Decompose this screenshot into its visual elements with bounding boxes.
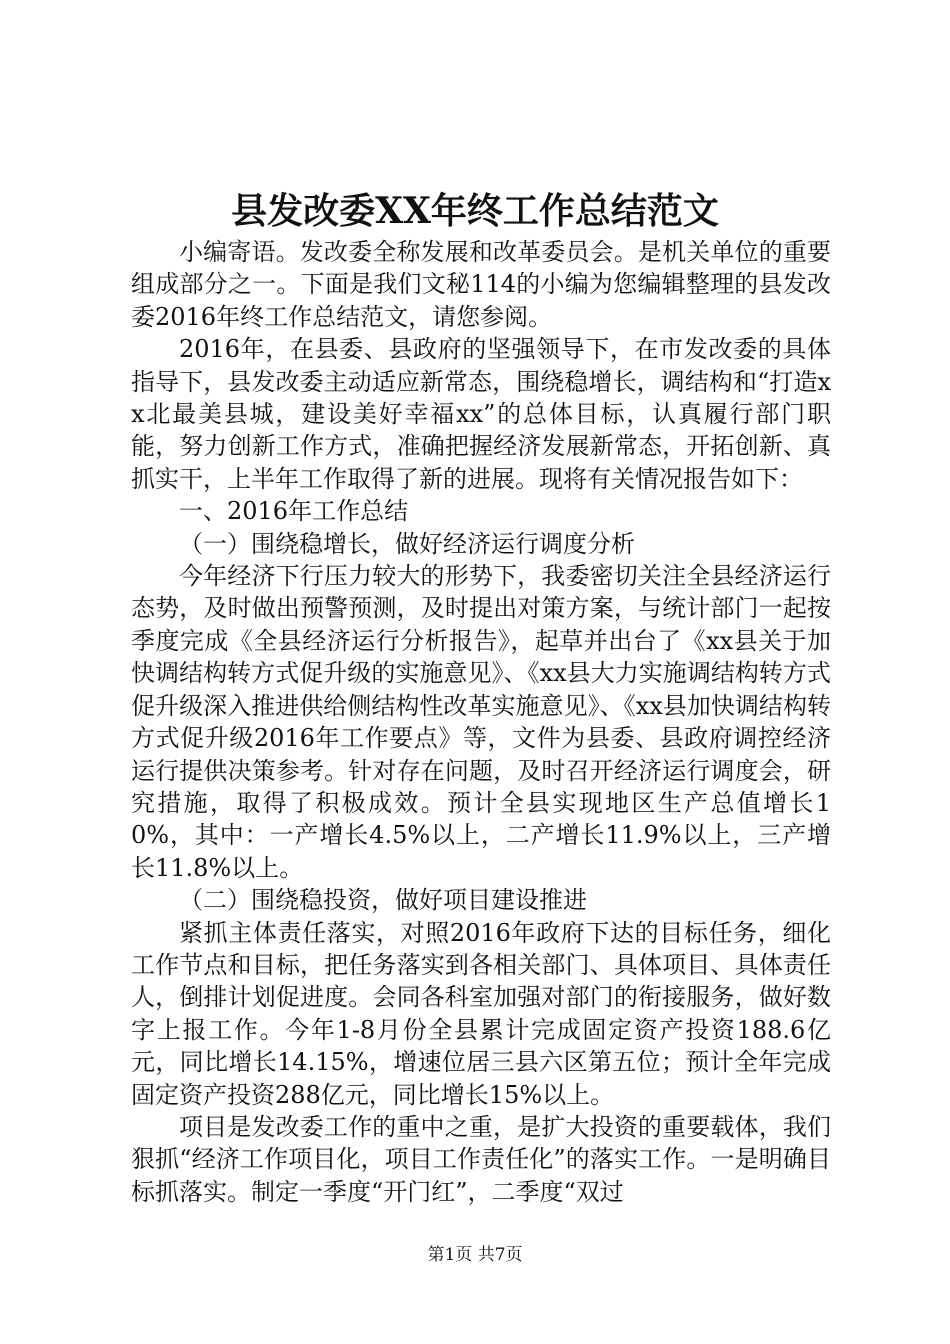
overview-paragraph: 2016年，在县委、县政府的坚强领导下，在市发改委的具体指导下，县发改委主动适应新常态，围绕稳增长，调结构和“打造xx北最美县城，建设美好幸福xx”的总体目标，认真履行部门职能，努力创新工作方式，准确把握经济发展新常态，开拓创新、真抓实干，上半年工作取得了新的进展。现将有关情况报告如下： (131, 335, 831, 493)
investment-paragraph: 紧抓主体责任落实，对照2016年政府下达的目标任务，细化工作节点和目标，把任务落实到各相关部门、具体项目、具体责任人，倒排计划促进度。会同各科室加强对部门的衔接服务，做好数字上报工作。今年1-8月份全县累计完成固定资产投资188.6亿元，同比增长14.15%，增速位居三县六区第五位；预计全年完成固定资产投资288亿元，同比增长15%以上。 (131, 918, 831, 1109)
intro-paragraph: 小编寄语。发改委全称发展和改革委员会。是机关单位的重要组成部分之一。下面是我们文秘114的小编为您编辑整理的县发改委2016年终工作总结范文，请您参阅。 (131, 238, 831, 331)
subsection-heading-2: （二）围绕稳投资，做好项目建设推进 (179, 886, 587, 915)
document-title: 县发改委XX年终工作总结范文 (231, 190, 719, 232)
subsection-heading-1: （一）围绕稳增长，做好经济运行调度分析 (179, 529, 635, 558)
section-heading-1: 一、2016年工作总结 (179, 497, 409, 526)
page-number-footer: 第1页 共7页 (427, 1245, 523, 1265)
economy-paragraph: 今年经济下行压力较大的形势下，我委密切关注全县经济运行态势，及时做出预警预测，及时提出对策方案，与统计部门一起按季度完成《全县经济运行分析报告》，起草并出台了《xx县关于加快调结构转方式促升级的实施意见》、《xx县大力实施调结构转方式促升级深入推进供给侧结构性改革实施意见》、《xx县加快调结构转方式促升级2016年工作要点》等，文件为县委、县政府调控经济运行提供决策参考。针对存在问题，及时召开经济运行调度会，研究措施，取得了积极成效。预计全县实现地区生产总值增长10%，其中：一产增长4.5%以上，二产增长11.9%以上，三产增长11.8%以上。 (131, 562, 831, 882)
projects-paragraph: 项目是发改委工作的重中之重，是扩大投资的重要载体，我们狠抓“经济工作项目化，项目工作责任化”的落实工作。一是明确目标抓落实。制定一季度“开门红”，二季度“双过 (131, 1112, 831, 1206)
document-body (131, 236, 831, 1208)
